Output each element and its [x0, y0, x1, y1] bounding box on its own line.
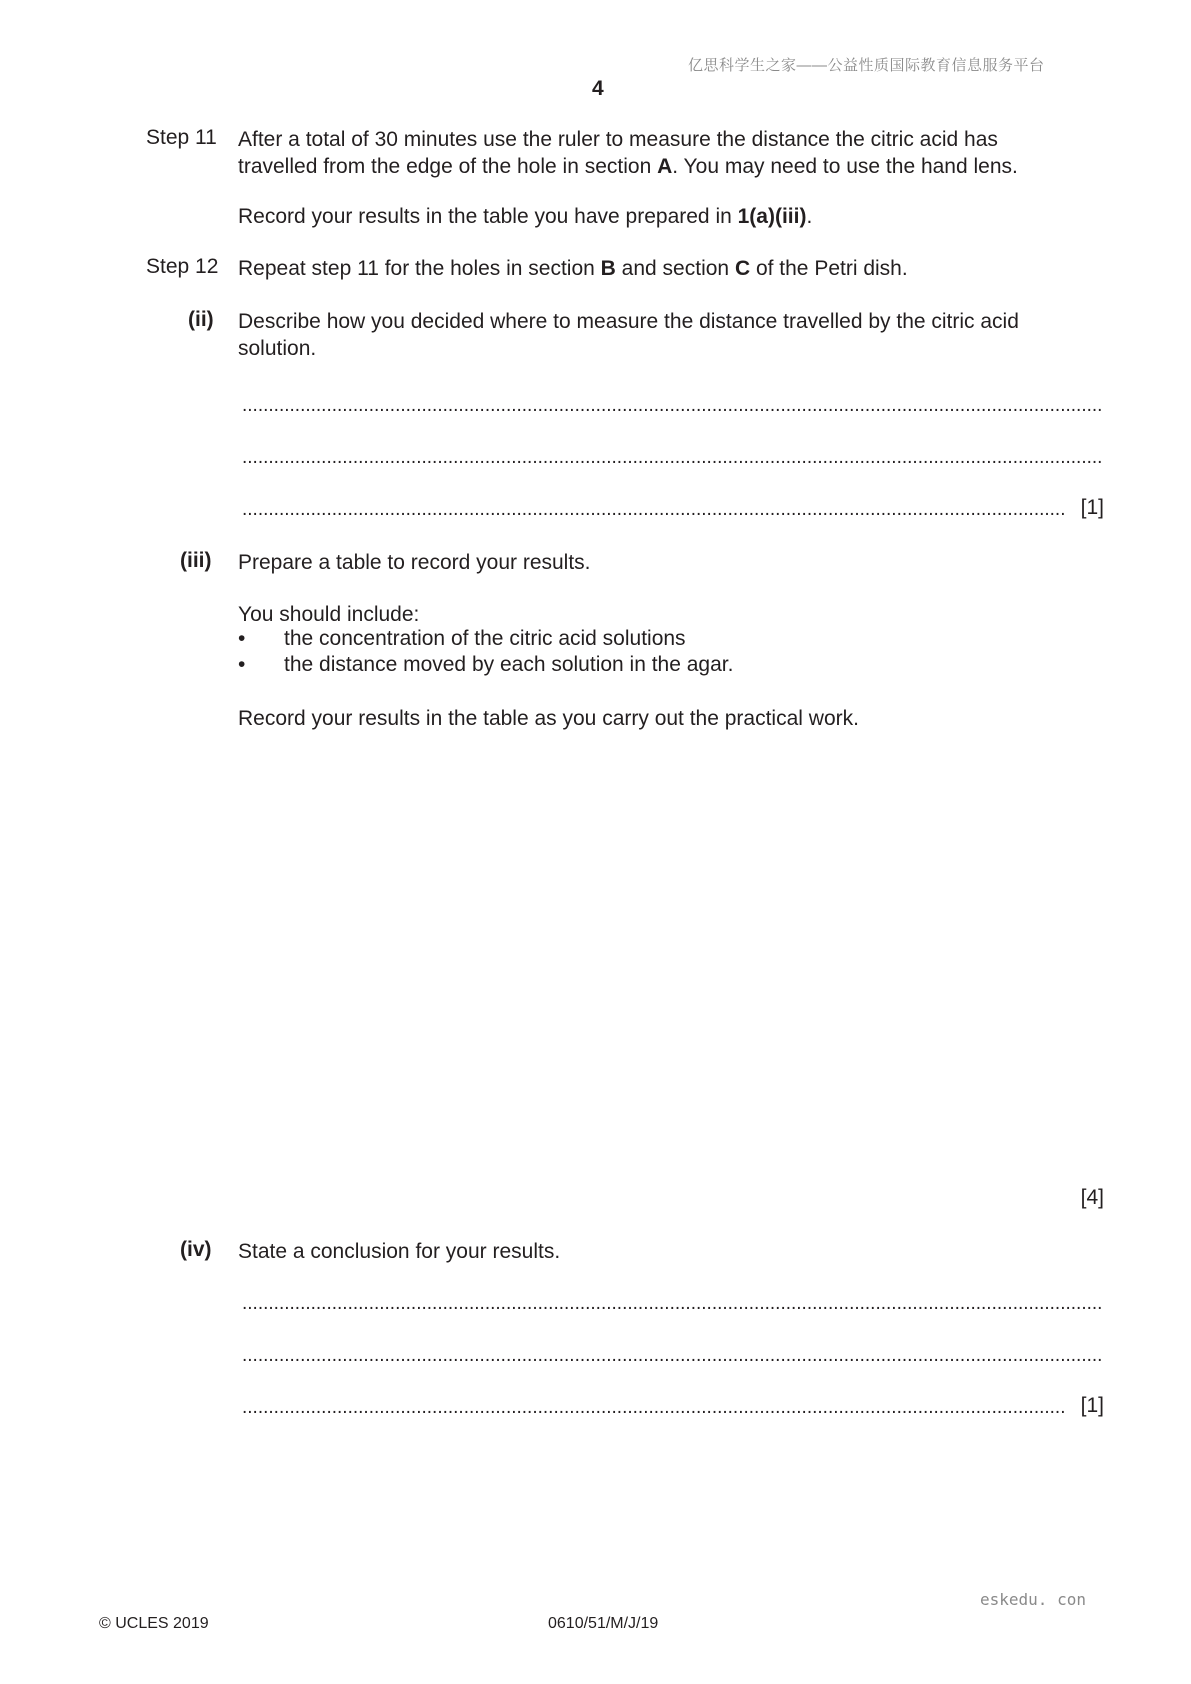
step-11-record-instruction: Record your results in the table you have prepared in 1(a)(iii). — [238, 205, 813, 228]
question-iv-label: (iv) — [180, 1238, 212, 1261]
bullet-text: the distance moved by each solution in the agar. — [284, 653, 734, 676]
results-table-area[interactable] — [238, 740, 1104, 1180]
mark-iii: [4] — [1080, 1186, 1104, 1209]
question-iii-label: (iii) — [180, 549, 212, 572]
watermark-bottom: eskedu. con — [980, 1590, 1086, 1609]
mark-iv: [1] — [1080, 1394, 1104, 1417]
step-11-label: Step 11 — [146, 126, 217, 149]
question-iv-text: State a conclusion for your results. — [238, 1240, 561, 1263]
step-11-text: After a total of 30 minutes use the ruler to measure the distance the citric acid has travelled from the edge of the hole in section A. You may need to use the hand lens. — [238, 128, 1018, 178]
question-iii-text: Prepare a table to record your results. — [238, 551, 591, 574]
answer-line-ii-3[interactable] — [242, 497, 1064, 519]
question-iii-include: You should include: — [238, 603, 420, 626]
question-ii-text: Describe how you decided where to measure the distance travelled by the citric acid solution. — [238, 310, 1019, 360]
question-ii-label: (ii) — [188, 308, 214, 331]
question-iii-record: Record your results in the table as you carry out the practical work. — [238, 707, 859, 730]
bullet-symbol: • — [238, 653, 246, 676]
step-12-text: Repeat step 11 for the holes in section B and section C of the Petri dish. — [238, 257, 908, 280]
answer-line-iv-1[interactable] — [242, 1291, 1104, 1313]
mark-ii: [1] — [1080, 496, 1104, 519]
footer-copyright: © UCLES 2019 — [99, 1615, 209, 1632]
footer-paper-code: 0610/51/M/J/19 — [548, 1615, 659, 1632]
answer-line-iv-2[interactable] — [242, 1343, 1104, 1365]
step-12-label: Step 12 — [146, 255, 219, 278]
bullet-text: the concentration of the citric acid solutions — [284, 627, 686, 650]
page-number: 4 — [592, 77, 604, 100]
bullet-symbol: • — [238, 627, 246, 650]
answer-line-ii-2[interactable] — [242, 445, 1104, 467]
answer-line-iv-3[interactable] — [242, 1395, 1064, 1417]
watermark-top: 亿思科学生之家——公益性质国际教育信息服务平台 — [688, 57, 1045, 74]
answer-line-ii-1[interactable] — [242, 393, 1104, 415]
